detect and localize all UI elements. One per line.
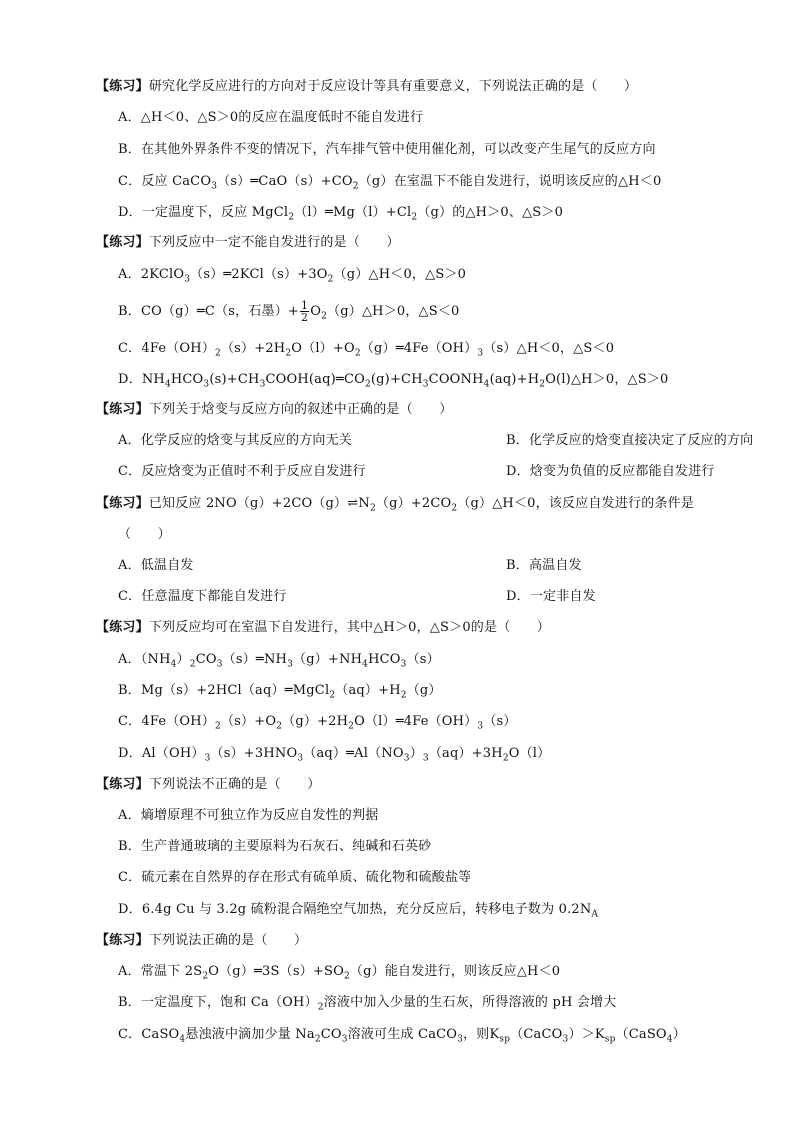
question-1-option-d: D．一定温度下，反应 $MgCl_2(l)═Mg(l)+Cl_2(g)$的△H＞0、△S＞0 xyxy=(118,205,564,223)
question-6-option-c: C．硫元素在自然界的存在形式有硫单质、硫化物和硫酸盐等 xyxy=(118,870,472,885)
question-5-stem: 【练习】下列反应均可在室温下自发进行，其中△H＞0，△S＞0的是（ ） xyxy=(96,620,550,635)
question-2-option-c: C．$4Fe(OH)_2(s)+2H_2O(l)+O_2(g)═4Fe(OH)_3(s)\triangle H<0$，△S＜0 xyxy=(118,341,615,359)
question-1-option-a: A．△H＜0、△S＞0的反应在温度低时不能自发进行 xyxy=(118,110,424,125)
question-1-option-c: C．反应 $CaCO_3(s)═CaO(s)+CO_2(g)$在室温下不能自发进行，说明该反应的△H＜0 xyxy=(118,174,662,192)
question-4-option-d: D．一定非自发 xyxy=(506,589,596,604)
question-6-option-d: D．6.4g Cu 与 3.2g 硫粉混合隔绝空气加热，充分反应后，转移电子数为 $0.2N_A$ xyxy=(118,902,599,920)
fraction-one-half: $\frac{1}{2}$ xyxy=(301,299,309,324)
question-4-options-ab xyxy=(118,557,582,575)
question-3-options-cd xyxy=(118,463,715,481)
question-3-option-c: C．反应焓变为正值时不利于反应自发进行 xyxy=(118,464,366,479)
question-4-stem: 【练习】已知反应 $2NO(g)+2CO(g)\rightleftharpoons N_2(g)+2CO_2(g)\triangle H<0$，该反应自发进行的条件是 xyxy=(96,496,695,514)
question-1-stem: 【练习】研究化学反应进行的方向对于反应设计等具有重要意义，下列说法正确的是（ ） xyxy=(96,79,638,94)
question-2-option-a: A．$2KClO_3(s)═2KCl(s)+3O_2(g)\triangle H<0$，△S＞0 xyxy=(118,267,467,285)
question-3-option-a: A．化学反应的焓变与其反应的方向无关 xyxy=(118,433,352,448)
question-7-option-c: C．CaSO$_4$悬浊液中滴加少量 $Na_2CO_3$溶液可生成 CaCO$_3$，则$K_{sp}(CaCO_3)>K_{sp}(CaSO_4)$ xyxy=(118,1027,686,1045)
question-5-option-a: A．$(NH_4)_2CO_3(s)═NH_3(g)+NH_4HCO_3(s)$ xyxy=(118,652,440,670)
question-7-option-a: A．常温下 $2S_2O(g)═3S(s)+SO_2(g)$能自发进行，则该反应△H＜0 xyxy=(118,964,561,982)
question-4-options-cd xyxy=(118,588,596,606)
exercise-tag: 【练习】 xyxy=(96,79,149,94)
question-4-option-c: C．任意温度下都能自发进行 xyxy=(118,589,287,604)
question-4-stem-continued: （ ） xyxy=(118,527,171,542)
question-3-option-b: B．化学反应的焓变直接决定了反应的方向 xyxy=(506,433,754,448)
question-1-option-b: B．在其他外界条件不变的情况下，汽车排气管中使用催化剂，可以改变产生尾气的反应方向 xyxy=(118,142,656,157)
question-6-option-b: B．生产普通玻璃的主要原料为石灰石、纯碱和石英砂 xyxy=(118,839,432,854)
question-7-stem: 【练习】下列说法正确的是（ ） xyxy=(96,933,308,948)
question-7-option-b: B．一定温度下，饱和 $Ca(OH)_2$溶液中加入少量的生石灰，所得溶液的 pH 会增大 xyxy=(118,995,617,1013)
question-3-options-ab xyxy=(118,432,754,450)
question-2-option-d: D．$NH_4HCO_3(s)+CH_3COOH(aq)═CO_2(g)+CH_3COONH_4(aq)+H_2O(l)\triangle H>0$，△S＞0 xyxy=(118,372,669,390)
question-3-option-d: D．焓变为负值的反应都能自发进行 xyxy=(506,464,715,479)
question-2-option-b: B．CO（g）═C（s，石墨）+ $\frac{1}{2}$ $O_2(g)\triangle H>0$，△S＜0 xyxy=(118,299,460,324)
question-3-stem: 【练习】下列关于焓变与反应方向的叙述中正确的是（ ） xyxy=(96,402,453,417)
question-4-option-a: A．低温自发 xyxy=(118,558,194,573)
question-6-stem: 【练习】下列说法不正确的是（ ） xyxy=(96,777,321,792)
question-5-option-c: C．$4Fe(OH)_2(s)+O_2(g)+2H_2O(l)═4Fe(OH)_3(s)$ xyxy=(118,714,517,732)
question-5-option-b: B．$Mg(s)+2HCl(aq)═MgCl_2(aq)+H_2(g)$ xyxy=(118,683,442,701)
question-2-stem: 【练习】下列反应中一定不能自发进行的是（ ） xyxy=(96,235,400,250)
question-6-option-a: A．熵增原理不可独立作为反应自发性的判据 xyxy=(118,808,379,823)
question-5-option-d: D．$Al(OH)_3(s)+3HNO_3(aq)═Al(NO_3)_3(aq)+3H_2O(l)$ xyxy=(118,746,551,764)
question-4-option-b: B．高温自发 xyxy=(506,558,582,573)
